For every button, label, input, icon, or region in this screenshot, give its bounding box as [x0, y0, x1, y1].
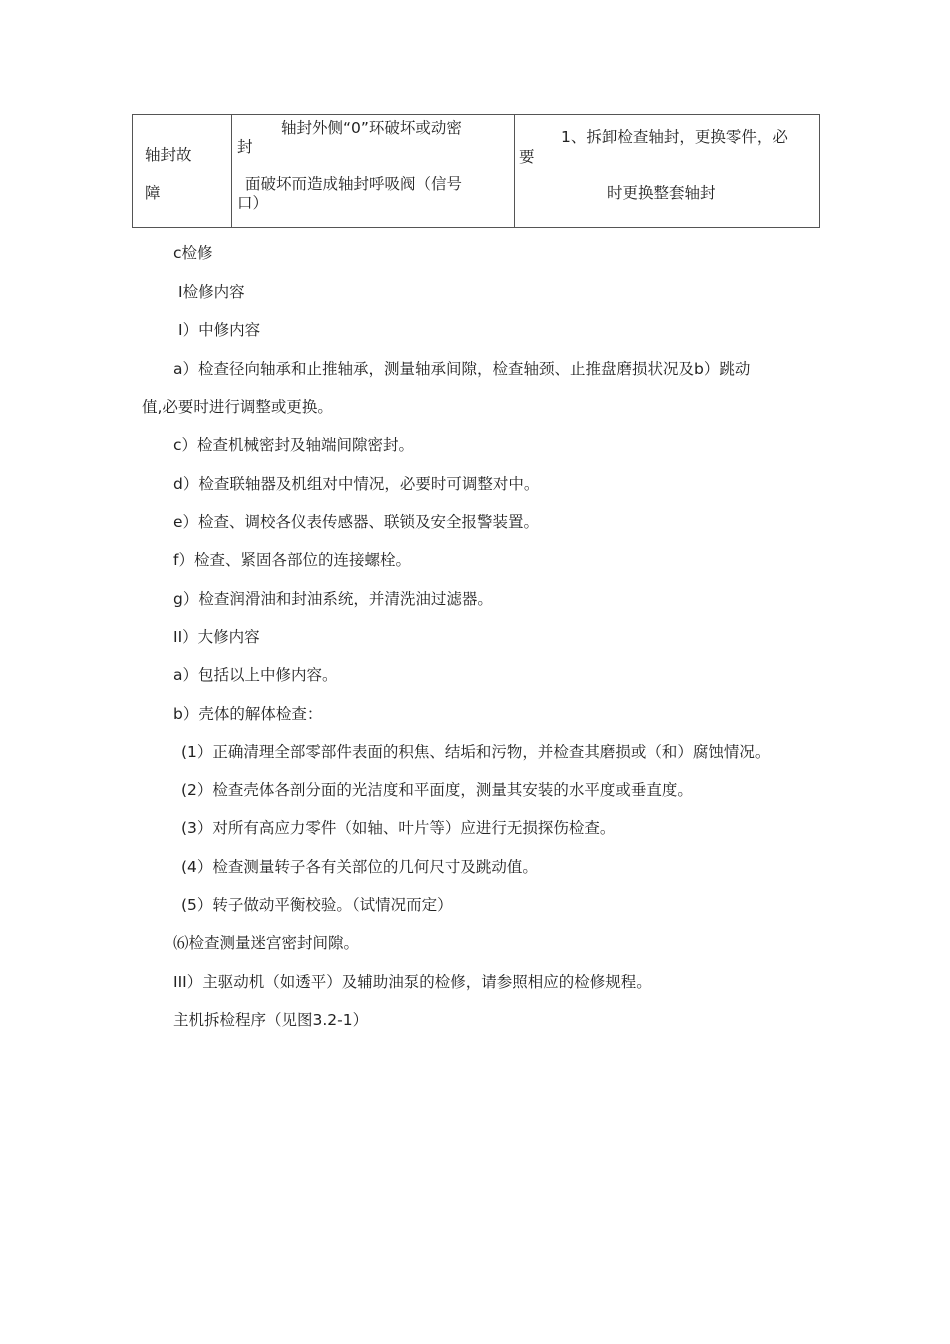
fault-cause-line3: 面破坏而造成轴封呼吸阀（信号	[245, 175, 463, 193]
heading-c: c检修	[173, 244, 213, 262]
fault-cause-line4: 口）	[237, 194, 269, 212]
procedure-reference: 主机拆检程序（见图3.2-1）	[173, 1011, 369, 1029]
item-g: g）检查润滑油和封油系统，并清洗油过滤器。	[173, 590, 493, 608]
item-d: d）检查联轴器及机组对中情况，必要时可调整对中。	[173, 475, 540, 493]
sub-item-2: (2）检查壳体各剖分面的光洁度和平面度，测量其安装的水平度或垂直度。	[181, 781, 693, 799]
sub-item-1: (1）正确清理全部零部件表面的积焦、结垢和污物，并检查其磨损或（和）腐蚀情况。	[181, 743, 771, 761]
sub-item-3: (3）对所有高应力零件（如轴、叶片等）应进行无损探伤检查。	[181, 819, 616, 837]
item-a-line1: a）检查径向轴承和止推轴承，测量轴承间隙，检查轴颈、止推盘磨损状况及b）跳动	[173, 360, 751, 378]
item-c: c）检查机械密封及轴端间隙密封。	[173, 436, 415, 454]
table-divider	[231, 115, 232, 227]
fault-table	[132, 114, 820, 228]
heading-driver-repair: III）主驱动机（如透平）及辅助油泵的检修，请参照相应的检修规程。	[173, 973, 652, 991]
fault-name-line2: 障	[145, 184, 161, 202]
sub-item-5: (5）转子做动平衡校验。（试情况而定）	[181, 896, 453, 914]
fault-name-line1: 轴封故	[145, 146, 192, 164]
major-b: b）壳体的解体检查：	[173, 705, 323, 723]
heading-major-repair: II）大修内容	[173, 628, 260, 646]
sub-item-6: ⑹检查测量迷宫密封间隙。	[173, 934, 360, 952]
fault-cause-line1: 轴封外侧“0”环破坏或动密	[281, 119, 462, 137]
item-a-line2: 值,必要时进行调整或更换。	[142, 398, 333, 416]
fault-remedy-line2: 要	[519, 148, 535, 166]
sub-item-4: (4）检查测量转子各有关部位的几何尺寸及跳动值。	[181, 858, 538, 876]
fault-cause-line2: 封	[237, 138, 253, 156]
fault-remedy-line3: 时更换整套轴封	[607, 184, 716, 202]
fault-remedy-line1: 1、拆卸检查轴封，更换零件，必	[561, 128, 788, 146]
major-a: a）包括以上中修内容。	[173, 666, 338, 684]
heading-medium-repair: Ⅰ）中修内容	[178, 321, 261, 339]
table-divider	[514, 115, 515, 227]
heading-overhaul-content: Ⅰ检修内容	[178, 283, 245, 301]
item-e: e）检查、调校各仪表传感器、联锁及安全报警装置。	[173, 513, 540, 531]
item-f: f）检查、紧固各部位的连接螺栓。	[173, 551, 411, 569]
